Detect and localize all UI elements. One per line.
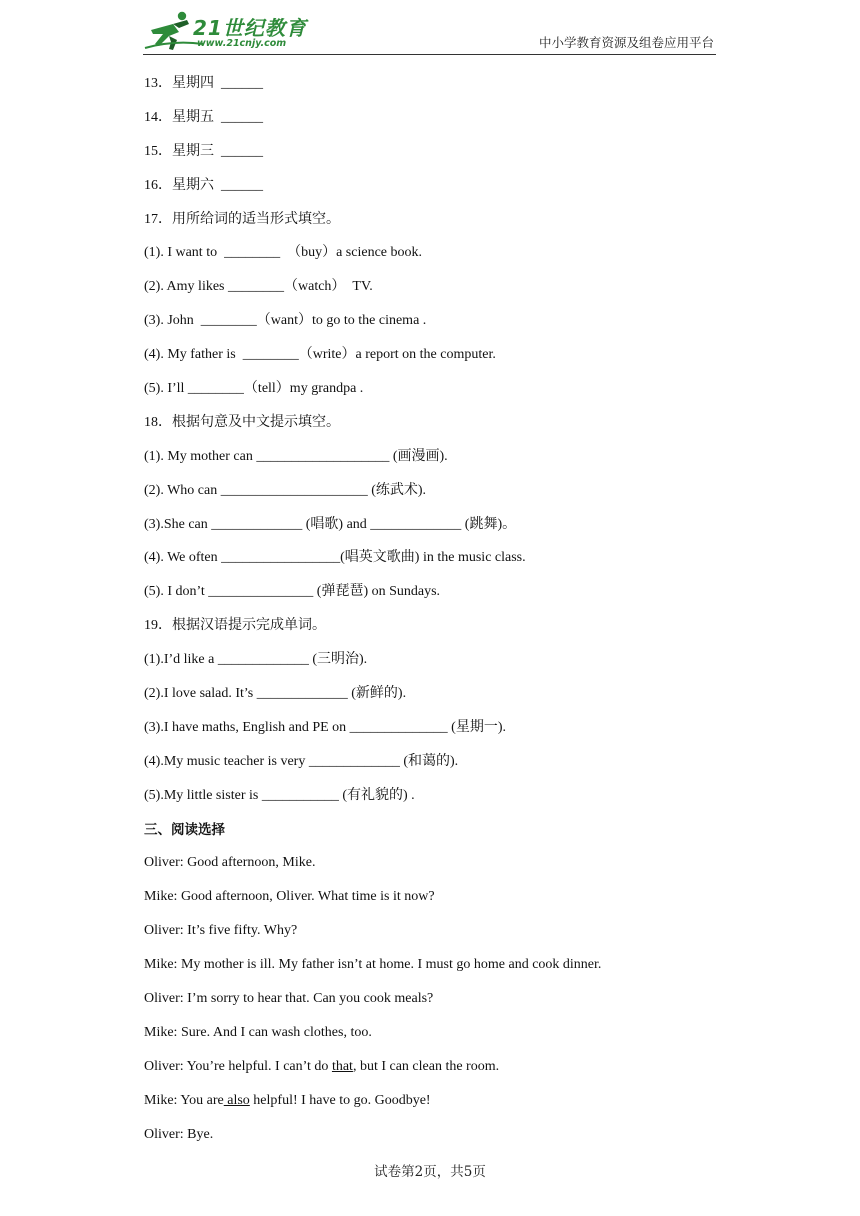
exercise-line: 15．星期三 ______ [144, 143, 263, 159]
text-segment: Mike: You are [144, 1092, 224, 1108]
exercise-line: (5).My little sister is ___________ (有礼貌的) . [144, 787, 415, 803]
dialogue-line: Oliver: It’s five fifty. Why? [144, 923, 298, 939]
dialogue-line: Oliver: I’m sorry to hear that. Can you cook meals? [144, 991, 434, 1007]
document-body [144, 72, 724, 1157]
dialogue-line [144, 1089, 724, 1123]
platform-title: 中小学教育资源及组卷应用平台 [538, 35, 714, 50]
dialogue [144, 851, 724, 1054]
dialogue-line: Oliver: Good afternoon, Mike. [144, 855, 316, 871]
exercise-line: (3).I have maths, English and PE on ______________ (星期一). [144, 719, 507, 735]
exercise-line: (4). We often _________________(唱英文歌曲) in the music class. [144, 550, 526, 566]
page-header [143, 10, 716, 55]
text-segment: helpful! I have to go. Goodbye! [249, 1092, 431, 1108]
exercise-lines [144, 72, 724, 818]
exercise-line: (4).My music teacher is very _____________ (和蔼的). [144, 753, 459, 769]
exercise-line: (5). I don’t _______________ (弹琵琶) on Sundays. [144, 584, 441, 600]
logo-text: 21世纪教育 [193, 16, 307, 40]
exercise-line: 18．根据句意及中文提示填空。 [144, 414, 340, 430]
exercise-line: 13．星期四 ______ [144, 76, 263, 91]
exercise-line: 19．根据汉语提示完成单词。 [144, 618, 326, 634]
exercise-line: (2).I love salad. It’s _____________ (新鲜的). [144, 686, 407, 702]
logo-url: www.21cnjy.com [197, 38, 287, 49]
exercise-line: 14．星期五 ______ [144, 109, 263, 125]
exercise-line: (1). My mother can ___________________ (画漫画). [144, 448, 448, 464]
dialogue-line [144, 1055, 724, 1089]
dialogue-line: Oliver: Bye. [144, 1126, 214, 1142]
exercise-line: (1). I want to ________ （buy）a science book. [144, 245, 422, 261]
dialogue-line: Mike: Good afternoon, Oliver. What time is it now? [144, 889, 435, 905]
logo [143, 10, 313, 54]
exercise-line: (1).I’d like a _____________ (三明治). [144, 652, 368, 668]
underlined-word: also [223, 1092, 250, 1108]
exercise-line: (2). Amy likes ________（watch） TV. [144, 279, 373, 295]
exercise-line: (4). My father is ________（write）a report on the computer. [144, 347, 496, 363]
exercise-line: (3). John ________（want）to go to the cinema . [144, 313, 427, 329]
text-segment: , but I can clean the room. [352, 1058, 500, 1074]
exercise-line: 17．用所给词的适当形式填空。 [144, 211, 340, 227]
dialogue-line: Mike: Sure. And I can wash clothes, too. [144, 1024, 372, 1040]
exercise-line: (5). I’ll ________（tell）my grandpa . [144, 381, 364, 397]
section-3-title: 三、阅读选择 [144, 821, 225, 838]
exercise-line: (3).She can _____________ (唱歌) and _____________ (跳舞)。 [144, 516, 517, 532]
exercise-line: (2). Who can _____________________ (练武术). [144, 482, 427, 498]
dialogue-line: Mike: My mother is ill. My father isn’t at home. I must go home and cook dinner. [144, 957, 602, 973]
underlined-word: that [331, 1058, 353, 1074]
text-segment: Oliver: You’re helpful. I can’t do [144, 1058, 332, 1074]
exercise-line: 16．星期六 ______ [144, 177, 263, 193]
page-footer: 试卷第2页，共5页 [374, 1164, 486, 1180]
